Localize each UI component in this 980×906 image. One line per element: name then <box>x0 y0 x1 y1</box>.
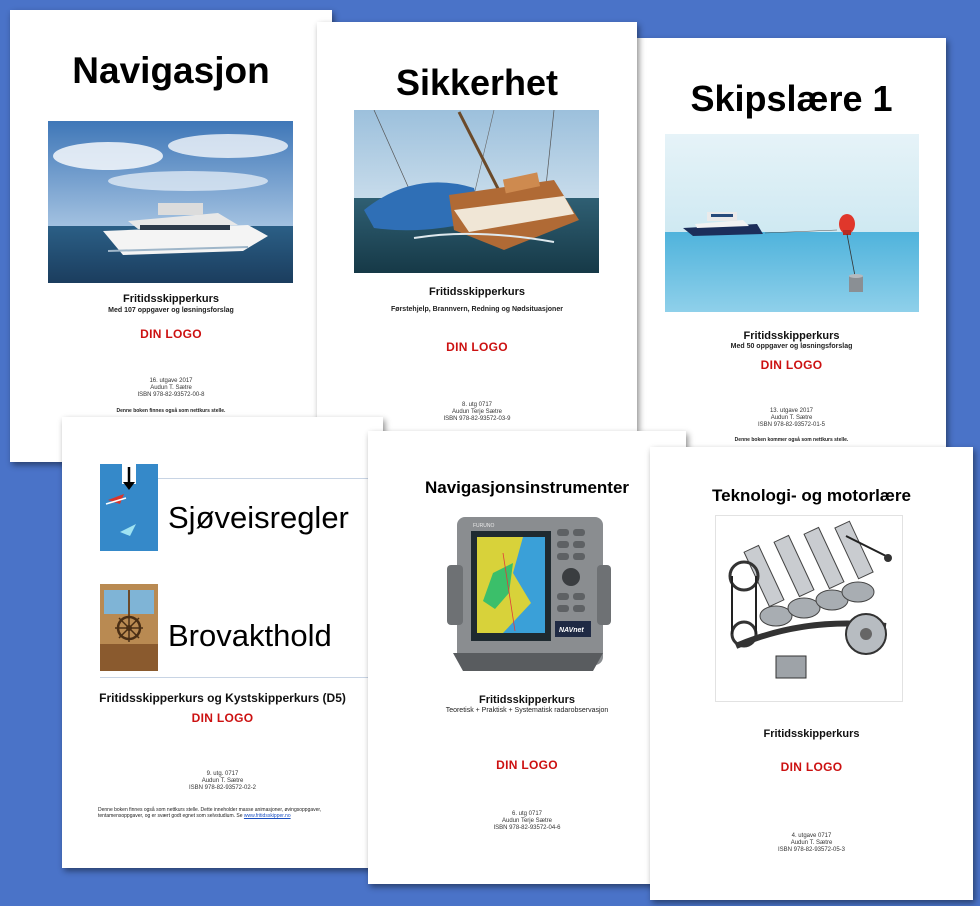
boat-buoy-illustration <box>665 134 919 312</box>
cover-title-brovakthold: Brovakthold <box>168 618 332 653</box>
online-course-note-text: Denne boken finnes også som nettkurs stelle. Dette inneholder masse animasjoner, øvingsoppgaver, tentamensoppgaver, og er svært godt egnet som selvstudium. Se <box>98 807 322 819</box>
logo-placeholder: DIN LOGO <box>140 327 202 341</box>
logo-placeholder: DIN LOGO <box>191 711 254 725</box>
device-brand-label: FURUNO <box>473 523 495 529</box>
bridge-watch-icon <box>100 584 158 671</box>
cover-title: Navigasjonsinstrumenter <box>424 478 630 497</box>
author-text: Audun T. Sætre <box>770 415 813 421</box>
online-course-note: Denne boken finnes også som nettkurs stelle. <box>116 408 226 414</box>
logo-placeholder: DIN LOGO <box>780 760 843 774</box>
online-course-note: Denne boken kommer også som nettkurs stelle. <box>734 437 849 443</box>
edition-text: 16. utgave 2017 <box>149 378 193 384</box>
sea-rules-icon <box>100 464 158 551</box>
cover-subtitle: Fritidsskipperkurs <box>429 286 525 298</box>
author-text: Audun Terje Sætre <box>452 409 502 415</box>
publication-info <box>368 811 686 832</box>
book-cover-skipslaere <box>637 38 946 450</box>
cover-tagline: Teoretisk + Praktisk + Systematisk radarobservasjon <box>445 707 609 714</box>
publication-info <box>10 378 332 399</box>
cover-tagline: Med 107 oppgaver og løsningsforslag <box>108 307 234 314</box>
isbn-text: ISBN 978-82-93572-04-6 <box>493 825 561 831</box>
publication-info <box>637 408 946 429</box>
logo-placeholder: DIN LOGO <box>496 758 558 772</box>
chartplotter-device-image <box>443 513 613 675</box>
course-link[interactable]: www.fritidsskipper.no <box>243 813 291 819</box>
book-cover-navigasjon <box>10 10 332 462</box>
online-course-note <box>98 807 348 819</box>
cover-title: Skipslære 1 <box>690 78 893 119</box>
book-cover-teknologi <box>650 447 973 900</box>
cover-title: Teknologi- og motorlære <box>712 486 911 505</box>
publication-info <box>650 833 973 854</box>
edition-text: 4. utgave 0717 <box>791 833 832 839</box>
cover-title: Sikkerhet <box>395 62 559 103</box>
cover-tagline: Førstehjelp, Brannvern, Redning og Nødsituasjoner <box>391 306 563 313</box>
publication-info <box>62 771 383 792</box>
edition-text: 8. utg 0717 <box>461 402 493 408</box>
book-cover-sikkerhet <box>317 22 637 432</box>
logo-placeholder: DIN LOGO <box>760 358 823 372</box>
cover-title: Navigasjon <box>72 50 270 91</box>
sinking-sailboat-photo <box>354 110 599 273</box>
cover-subtitle: Fritidsskipperkurs <box>123 293 219 305</box>
edition-text: 6. utg 0717 <box>511 811 543 817</box>
logo-placeholder: DIN LOGO <box>446 340 508 354</box>
edition-text: 13. utgave 2017 <box>769 408 814 414</box>
cover-subtitle: Fritidsskipperkurs <box>763 728 860 740</box>
cover-title-sjoveisregler: Sjøveisregler <box>168 500 349 535</box>
cover-subtitle: Fritidsskipperkurs og Kystskipperkurs (D5) <box>99 691 346 705</box>
book-cover-sjoveisregler <box>62 417 383 868</box>
author-text: Audun Terje Sætre <box>502 818 552 824</box>
isbn-text: ISBN 978-82-93572-03-9 <box>443 416 511 422</box>
isbn-text: ISBN 978-82-93572-00-8 <box>137 392 205 398</box>
cover-tagline: Med 50 oppgaver og løsningsforslag <box>730 343 853 350</box>
isbn-text: ISBN 978-82-93572-01-5 <box>757 422 826 428</box>
cover-subtitle: Fritidsskipperkurs <box>743 330 840 342</box>
edition-text: 9. utg. 0717 <box>206 771 239 777</box>
isbn-text: ISBN 978-82-93572-05-3 <box>777 847 846 853</box>
yacht-photo <box>48 121 293 283</box>
author-text: Audun T. Sætre <box>201 778 244 784</box>
book-cover-navigasjonsinstrumenter <box>368 431 686 884</box>
isbn-text: ISBN 978-82-93572-02-2 <box>188 785 257 791</box>
author-text: Audun T. Sætre <box>790 840 833 846</box>
cover-subtitle: Fritidsskipperkurs <box>479 694 575 706</box>
author-text: Audun T. Sætre <box>150 385 192 391</box>
navnet-badge: NAVnet <box>559 627 584 634</box>
engine-illustration <box>715 515 903 702</box>
